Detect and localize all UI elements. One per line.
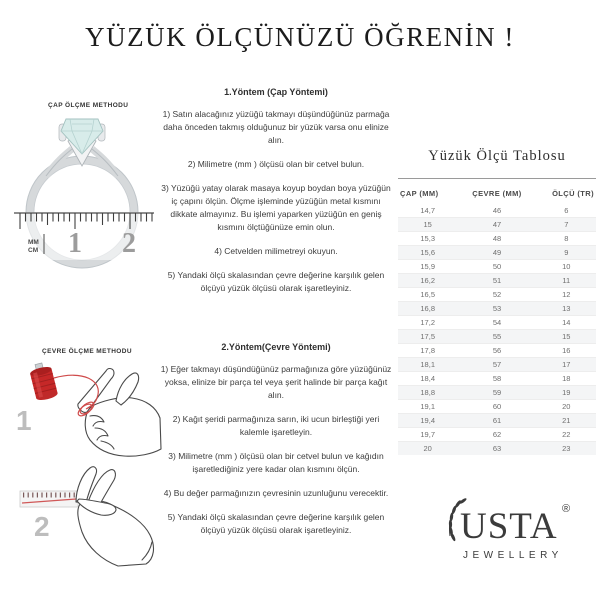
table-row [398, 414, 596, 428]
method1-steps [158, 108, 394, 295]
pinch-step-number: 2 [34, 511, 50, 542]
method-step: 3) Milimetre (mm ) ölçüsü olan bir cetvel bulun ve kağıdın işaretlediğiniz yere kadar olan kısmını ölçün. [168, 451, 384, 474]
olcu-value: 9 [537, 246, 596, 260]
cevre-value: 50 [457, 260, 536, 274]
olcu-value: 19 [537, 386, 596, 400]
cevre-value: 52 [457, 288, 536, 302]
method-step: 2) Kağıt şeridi parmağınıza sarın, iki ucun birleştiği yeri kalemle işaretleyin. [172, 414, 380, 437]
table-row [398, 218, 596, 232]
cevre-value: 55 [457, 330, 536, 344]
table-row [398, 344, 596, 358]
pinching-hand-icon [76, 467, 153, 566]
table-row [398, 330, 596, 344]
cevre-value: 51 [457, 274, 536, 288]
olcu-value: 15 [537, 330, 596, 344]
cevre-value: 47 [457, 218, 536, 232]
table-body [398, 204, 596, 455]
cevre-value: 48 [457, 232, 536, 246]
cap-value: 19,1 [398, 400, 457, 414]
olcu-value: 16 [537, 344, 596, 358]
table-row [398, 288, 596, 302]
cevre-value: 46 [492, 206, 502, 215]
cevre-value: 59 [457, 386, 536, 400]
olcu-value: 23 [537, 442, 596, 456]
ring-size-table [398, 181, 596, 455]
table-row [398, 358, 596, 372]
small-ruler-icon [20, 491, 78, 507]
method-step: 3) Yüzüğü yatay olarak masaya koyup boydan boya yüzüğün iç çapını ölçün. Ölçme işleminde yüzüğün metal kısmını dikkate almayınız. Bu işlemi yaparken yüzüğün en geniş kısmını ölçtüğünüze emin olun. [161, 183, 391, 232]
brand-logo [430, 492, 600, 570]
hand-ruler-illustration [18, 460, 168, 568]
col-header-cap: ÇAP (MM) [400, 189, 439, 198]
cap-value: 16,5 [398, 288, 457, 302]
cap-value: 20 [398, 442, 457, 456]
olcu-value: 7 [537, 218, 596, 232]
ruler-mm-label: MM [28, 239, 39, 246]
size-table-title: Yüzük Ölçü Tablosu [428, 148, 566, 164]
table-row [398, 232, 596, 246]
olcu-value: 12 [537, 288, 596, 302]
ruler-number-1: 1 [68, 228, 82, 259]
cap-value: 14,7 [420, 206, 435, 215]
cevre-value: 53 [457, 302, 536, 316]
olcu-value: 20 [537, 400, 596, 414]
method-step: 2) Milimetre (mm ) ölçüsü olan bir cetvel bulun. [187, 159, 365, 169]
method-step: 4) Bu değer parmağınızın çevresinin uzunluğunu verecektir. [163, 488, 389, 498]
cap-value: 17,5 [398, 330, 457, 344]
cap-value: 17,2 [398, 316, 457, 330]
cevre-value: 57 [457, 358, 536, 372]
method-step: 1) Satın alacağınız yüzüğü takmayı düşündüğünüz parmağa daha önceden takmış olduğunuz bir yüzük varsa onu elinize alın. [162, 109, 390, 145]
method-step: 1) Eğer takmayı düşündüğünüz parmağınıza göre yüzüğünüz yoksa, elinize bir parça tel veya şerit halinde bir parça kağıt alın. [160, 364, 392, 400]
ruler-cm-label: CM [28, 247, 39, 254]
cevre-value: 60 [457, 400, 536, 414]
cap-value: 19,7 [398, 428, 457, 442]
table-row [398, 400, 596, 414]
cap-value: 15,9 [398, 260, 457, 274]
thread-spool-icon [28, 361, 58, 402]
table-row [398, 302, 596, 316]
olcu-value: 10 [537, 260, 596, 274]
cevre-value: 54 [457, 316, 536, 330]
ruler-number-2: 2 [122, 228, 136, 259]
table-row [398, 204, 596, 218]
table-row [398, 386, 596, 400]
col-header-olcu: ÖLÇÜ (TR) [552, 189, 594, 198]
size-table-section [398, 148, 596, 455]
table-row [398, 260, 596, 274]
cap-value: 15,6 [398, 246, 457, 260]
brand-subtitle: JEWELLERY [463, 550, 563, 561]
cap-value: 18,8 [398, 386, 457, 400]
cevre-value: 56 [457, 344, 536, 358]
cap-value: 16,2 [398, 274, 457, 288]
table-row [398, 428, 596, 442]
registered-mark: ® [562, 503, 571, 515]
col-header-cevre: ÇEVRE (MM) [472, 189, 522, 198]
olcu-value: 17 [537, 358, 596, 372]
table-row [398, 316, 596, 330]
cap-value: 18,4 [398, 372, 457, 386]
olcu-value: 18 [537, 372, 596, 386]
method-step: 5) Yandaki ölçü skalasından çevre değerine karşılık gelen ölçüyü yüzük ölçüsü olarak işaretleyiniz. [167, 512, 385, 535]
cap-value: 19,4 [398, 414, 457, 428]
cevre-value: 63 [457, 442, 536, 456]
method1-heading: 1.Yöntem (Çap Yöntemi) [224, 87, 328, 97]
olcu-value: 22 [537, 428, 596, 442]
olcu-value: 11 [537, 274, 596, 288]
cap-value: 18,1 [398, 358, 457, 372]
table-top-rule [398, 178, 596, 179]
cevre-value: 58 [457, 372, 536, 386]
method-step: 5) Yandaki ölçü skalasından çevre değerine karşılık gelen ölçüyü yüzük ölçüsü olarak işaretleyiniz. [167, 270, 385, 293]
table-header-row [398, 181, 596, 204]
table-row [398, 246, 596, 260]
thread-step-number: 1 [16, 405, 32, 436]
cap-value: 15 [398, 218, 457, 232]
ring-diameter-illustration [0, 110, 165, 270]
diameter-method-label: ÇAP ÖLÇME METHODU [48, 102, 129, 109]
olcu-value: 8 [537, 232, 596, 246]
cap-value: 16,8 [398, 302, 457, 316]
olcu-value: 13 [537, 302, 596, 316]
cap-value: 17,8 [398, 344, 457, 358]
olcu-value: 21 [537, 414, 596, 428]
method-step: 4) Cetvelden milimetreyi okuyun. [214, 246, 338, 256]
olcu-value: 14 [537, 316, 596, 330]
hand-icon [78, 369, 161, 457]
brand-name: USTA [460, 506, 558, 547]
table-row [398, 274, 596, 288]
cevre-value: 62 [457, 428, 536, 442]
cevre-value: 61 [457, 414, 536, 428]
hand-thread-illustration [10, 358, 170, 468]
table-row [398, 372, 596, 386]
method2-steps [158, 363, 394, 537]
diamond-icon [59, 119, 105, 154]
cap-value: 15,3 [398, 232, 457, 246]
circumference-method-label: ÇEVRE ÖLÇME METHODU [42, 348, 132, 355]
instructions-column [158, 86, 394, 548]
cevre-value: 49 [457, 246, 536, 260]
olcu-value: 6 [564, 206, 569, 215]
method2-heading: 2.Yöntem(Çevre Yöntemi) [221, 342, 331, 352]
table-row [398, 442, 596, 456]
page-title: YÜZÜK ÖLÇÜNÜZÜ ÖĞRENİN ! [85, 22, 515, 52]
